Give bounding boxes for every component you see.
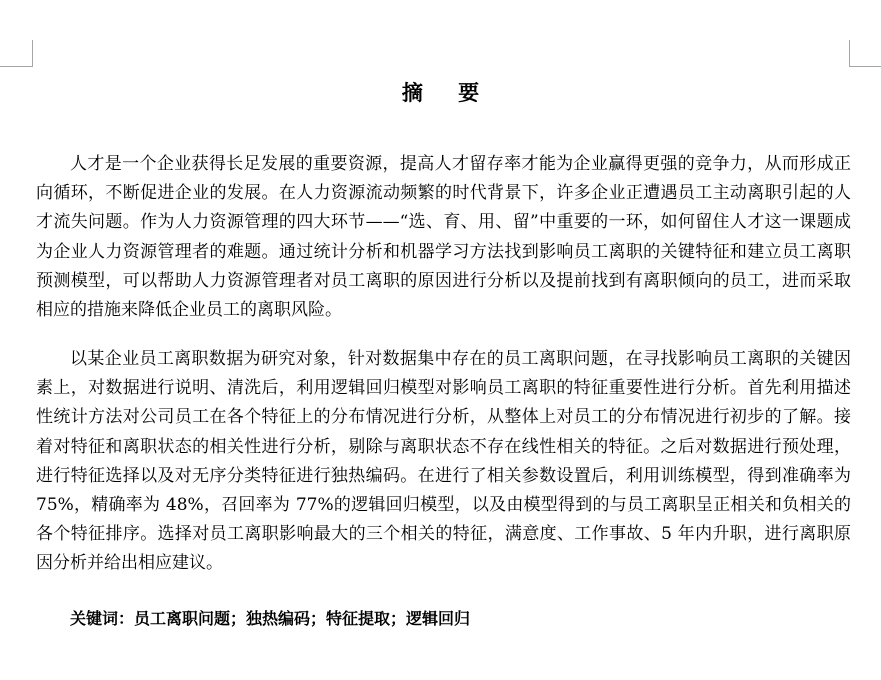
keywords-line: 关键词：员工离职问题；独热编码；特征提取；逻辑回归 xyxy=(70,609,471,628)
crop-mark-top-right xyxy=(849,40,881,67)
crop-mark-top-left xyxy=(0,40,33,67)
abstract-paragraph-1: 人才是一个企业获得长足发展的重要资源，提高人才留存率才能为企业赢得更强的竞争力，从而形成正向循环，不断促进企业的发展。在人力资源流动频繁的时代背景下，许多企业正遭遇员工主动离职引起的人才流失问题。作为人力资源管理的四大环节——“选、育、用、留”中重要的一环，如何留住人才这一课题成为企业人力资源管理者的难题。通过统计分析和机器学习方法找到影响员工离职的关键特征和建立员工离职预测模型，可以帮助人力资源管理者对员工离职的原因进行分析以及提前找到有离职倾向的员工，进而采取相应的措施来降低企业员工的离职风险。 xyxy=(36,154,851,321)
page-title: 摘 要 xyxy=(401,81,494,105)
abstract-paragraph-2: 以某企业员工离职数据为研究对象，针对数据集中存在的员工离职问题，在寻找影响员工离职的关键因素上，对数据进行说明、清洗后，利用逻辑回归模型对影响员工离职的特征重要性进行分析。首先利用描述性统计方法对公司员工在各个特征上的分布情况进行分析，从整体上对员工的分布情况进行初步的了解。接着对特征和离职状态的相关性进行分析，剔除与离职状态不存在线性相关的特征。之后对数据进行预处理，进行特征选择以及对无序分类特征进行独热编码。在进行了相关参数设置后，利用训练模型，得到准确率为 75%，精确率为 48%，召回率为 77%的逻辑回归模型，以及由模型得到的与员工离职呈正相关和负相关的各个特征排序。选择对员工离职影响最大的三个相关的特征，满意度、工作事故、5 年内升职，进行离职原因分析并给出相应建议。 xyxy=(36,349,851,574)
